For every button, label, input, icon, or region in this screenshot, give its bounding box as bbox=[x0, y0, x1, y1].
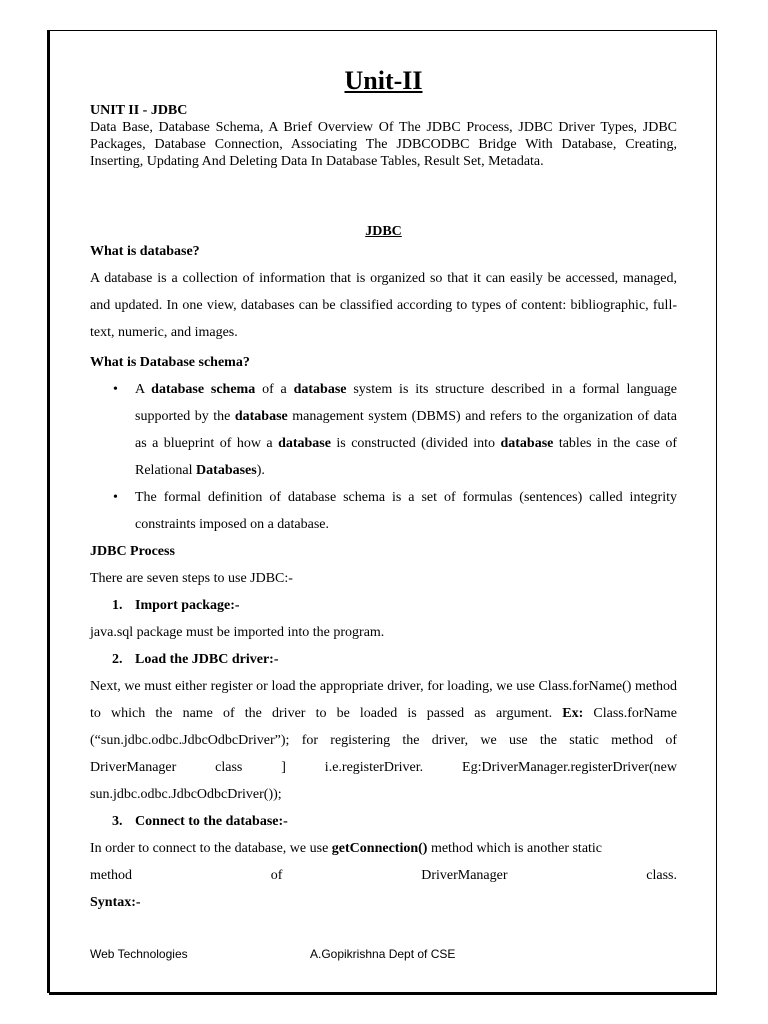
question-database: What is database? bbox=[90, 244, 200, 259]
bullet-item: • The formal definition of database schema is a set of formulas (sentences) called integrity constraints imposed on a database. bbox=[90, 484, 677, 538]
paragraph-step-1: java.sql package must be imported into the program. bbox=[90, 625, 385, 640]
step-3-heading: 3. Connect to the database:- bbox=[112, 814, 288, 829]
paragraph-database: A database is a collection of information that is organized so that it can easily be accessed, managed, and updated. In one view, databases can be classified according to types of content: bibliographic, full-text, numeric, and images. bbox=[90, 271, 677, 340]
document-body bbox=[90, 66, 677, 916]
page-title: Unit-II bbox=[344, 66, 423, 95]
footer-left: Web Technologies bbox=[90, 947, 188, 961]
step-1-heading: 1. Import package:- bbox=[112, 598, 240, 613]
paragraph-step-3-line-2: method of DriverManager class. bbox=[90, 868, 677, 883]
syllabus-text: Data Base, Database Schema, A Brief Overview Of The JDBC Process, JDBC Driver Types, JDBC Packages, Database Connection, Associating The JDBCODBC Bridge With Database, Creating, Inserting, Updating And Deleting Data In Database Tables, Result Set, Metadata. bbox=[90, 120, 677, 169]
paragraph-steps-intro: There are seven steps to use JDBC:- bbox=[90, 571, 293, 586]
syntax-label: Syntax:- bbox=[90, 895, 141, 910]
step-2-heading: 2. Load the JDBC driver:- bbox=[112, 652, 279, 667]
paragraph-step-3: In order to connect to the database, we use getConnection() method which is another static bbox=[90, 841, 603, 856]
schema-bullet-list bbox=[90, 376, 677, 538]
unit-heading: UNIT II - JDBC bbox=[90, 103, 188, 118]
footer-right: A.Gopikrishna Dept of CSE bbox=[310, 947, 456, 961]
bullet-item: • A database schema of a database system is its structure described in a formal language supported by the database management system (DBMS) and refers to the organization of data as a blueprint of how a database is constructed (divided into database tables in the case of Relational Databases). bbox=[90, 376, 677, 484]
paragraph-step-2: Next, we must either register or load the appropriate driver, for loading, we use Class.forName() method to which the name of the driver to be loaded is passed as argument. Ex: Class.forName (“sun.jdbc.odbc.JdbcOdbcDriver”); for registering the driver, we use the static method of DriverManager class ] i.e.registerDriver. Eg:DriverManager.registerDriver(new sun.jdbc.odbc.JdbcOdbcDriver()); bbox=[90, 679, 677, 802]
section-title: JDBC bbox=[365, 224, 402, 239]
jdbc-process-heading: JDBC Process bbox=[90, 544, 175, 559]
page-footer bbox=[90, 947, 456, 961]
question-schema: What is Database schema? bbox=[90, 355, 250, 370]
